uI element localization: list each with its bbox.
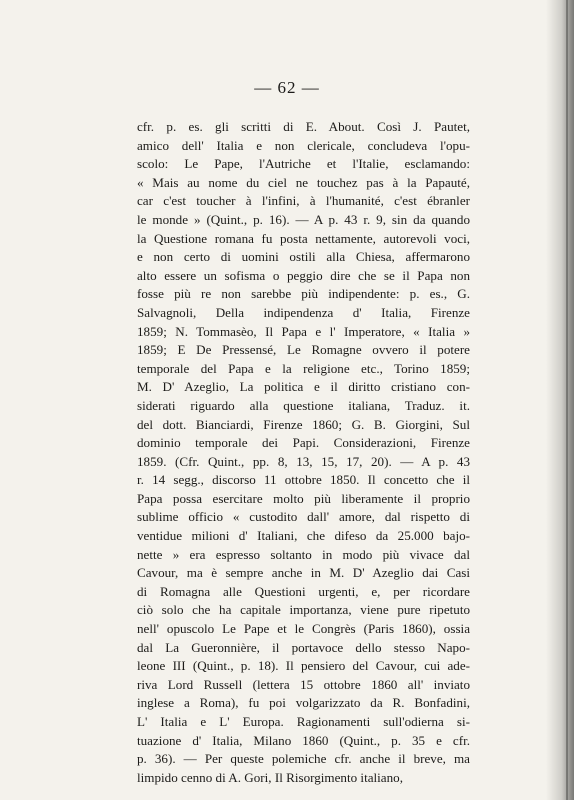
text-line: « Mais au nome du ciel ne touchez pas à la Papauté, (137, 174, 470, 190)
text-line: inglese a Roma), fu poi volgarizzato da R. Bonfadini, (137, 695, 470, 711)
text-line: amico dell' Italia e non clericale, concludeva l'opu- (137, 137, 470, 153)
page-edge (566, 0, 568, 800)
text-line: la Questione romana fu posta nettamente, autorevoli voci, (137, 230, 470, 246)
text-line: r. 14 segg., discorso 11 ottobre 1850. Il concetto che il (137, 472, 470, 488)
text-line: ciò solo che ha capitale importanza, viene pure ripetuto (137, 602, 470, 618)
text-line: Cavour, ma è sempre anche in M. D' Azeglio dai Casi (137, 565, 470, 581)
page-gutter-shadow (546, 0, 574, 800)
text-line: dal La Gueronnière, il portavoce dello stesso Napo- (137, 639, 470, 655)
text-line: Salvagnoli, Della indipendenza d' Italia, Firenze (137, 304, 470, 320)
text-line: nell' opuscolo Le Pape et le Congrès (Paris 1860), ossia (137, 621, 470, 637)
text-line: tuazione d' Italia, Milano 1860 (Quint., p. 35 e cfr. (137, 732, 470, 748)
text-line: L' Italia e L' Europa. Ragionamenti sull'odierna si- (137, 714, 470, 729)
text-line: Papa possa esercitare molto più liberamente il proprio (137, 490, 470, 506)
text-line: le monde » (Quint., p. 16). — A p. 43 r. 9, sin da quando (137, 211, 470, 227)
text-line: riva Lord Russell (lettera 15 ottobre 1860 all' inviato (137, 676, 470, 692)
text-line: siderati riguardo alla questione italiana, Traduz. it. (137, 397, 470, 413)
text-line: di Romagna alle Questioni urgenti, e, per ricordare (137, 583, 470, 599)
footnote-text-block (137, 118, 470, 787)
text-line: limpido cenno di A. Gori, Il Risorgimento italiano, (137, 769, 403, 785)
text-line: dominio temporale dei Papi. Considerazioni, Firenze (137, 435, 470, 451)
text-line: nette » era espresso soltanto in modo più vivace dal (137, 546, 470, 562)
text-line: M. D' Azeglio, La politica e il diritto cristiano con- (137, 379, 470, 395)
text-line: temporale del Papa e la religione etc., Torino 1859; (137, 360, 470, 376)
text-line: ventidue milioni d' Italiani, che difeso da 25.000 bajo- (137, 528, 470, 544)
text-line: cfr. p. es. gli scritti di E. About. Così J. Pautet, (137, 119, 470, 134)
text-line: e non certo di uomini ostili alla Chiesa, affermarono (137, 249, 470, 265)
text-line: p. 36). — Per queste polemiche cfr. anche il breve, ma (137, 751, 470, 767)
text-line: leone III (Quint., p. 18). Il pensiero del Cavour, cui ade- (137, 658, 470, 674)
text-line: fosse più re non sarebbe più indipendente: p. es., G. (137, 286, 470, 302)
text-line: sublime officio « custodito dall' amore, dal rispetto di (137, 509, 470, 525)
text-line: 1859; N. Tommasèo, Il Papa e l' Imperatore, « Italia » (137, 323, 470, 339)
text-line: del dott. Bianciardi, Firenze 1860; G. B. Giorgini, Sul (137, 416, 470, 432)
page-number: — 62 — (254, 78, 320, 97)
text-line: 1859; E De Pressensé, Le Romagne ovvero il potere (137, 342, 470, 358)
text-line: 1859. (Cfr. Quint., pp. 8, 13, 15, 17, 20). — A p. 43 (137, 453, 470, 469)
text-line: alto essere un sofisma o peggio dire che se il Papa non (137, 267, 470, 283)
text-line: car c'est toucher à l'infini, à l'humanité, c'est ébranler (137, 193, 470, 209)
text-line: scolo: Le Pape, l'Autriche et l'Italie, esclamando: (137, 156, 470, 172)
